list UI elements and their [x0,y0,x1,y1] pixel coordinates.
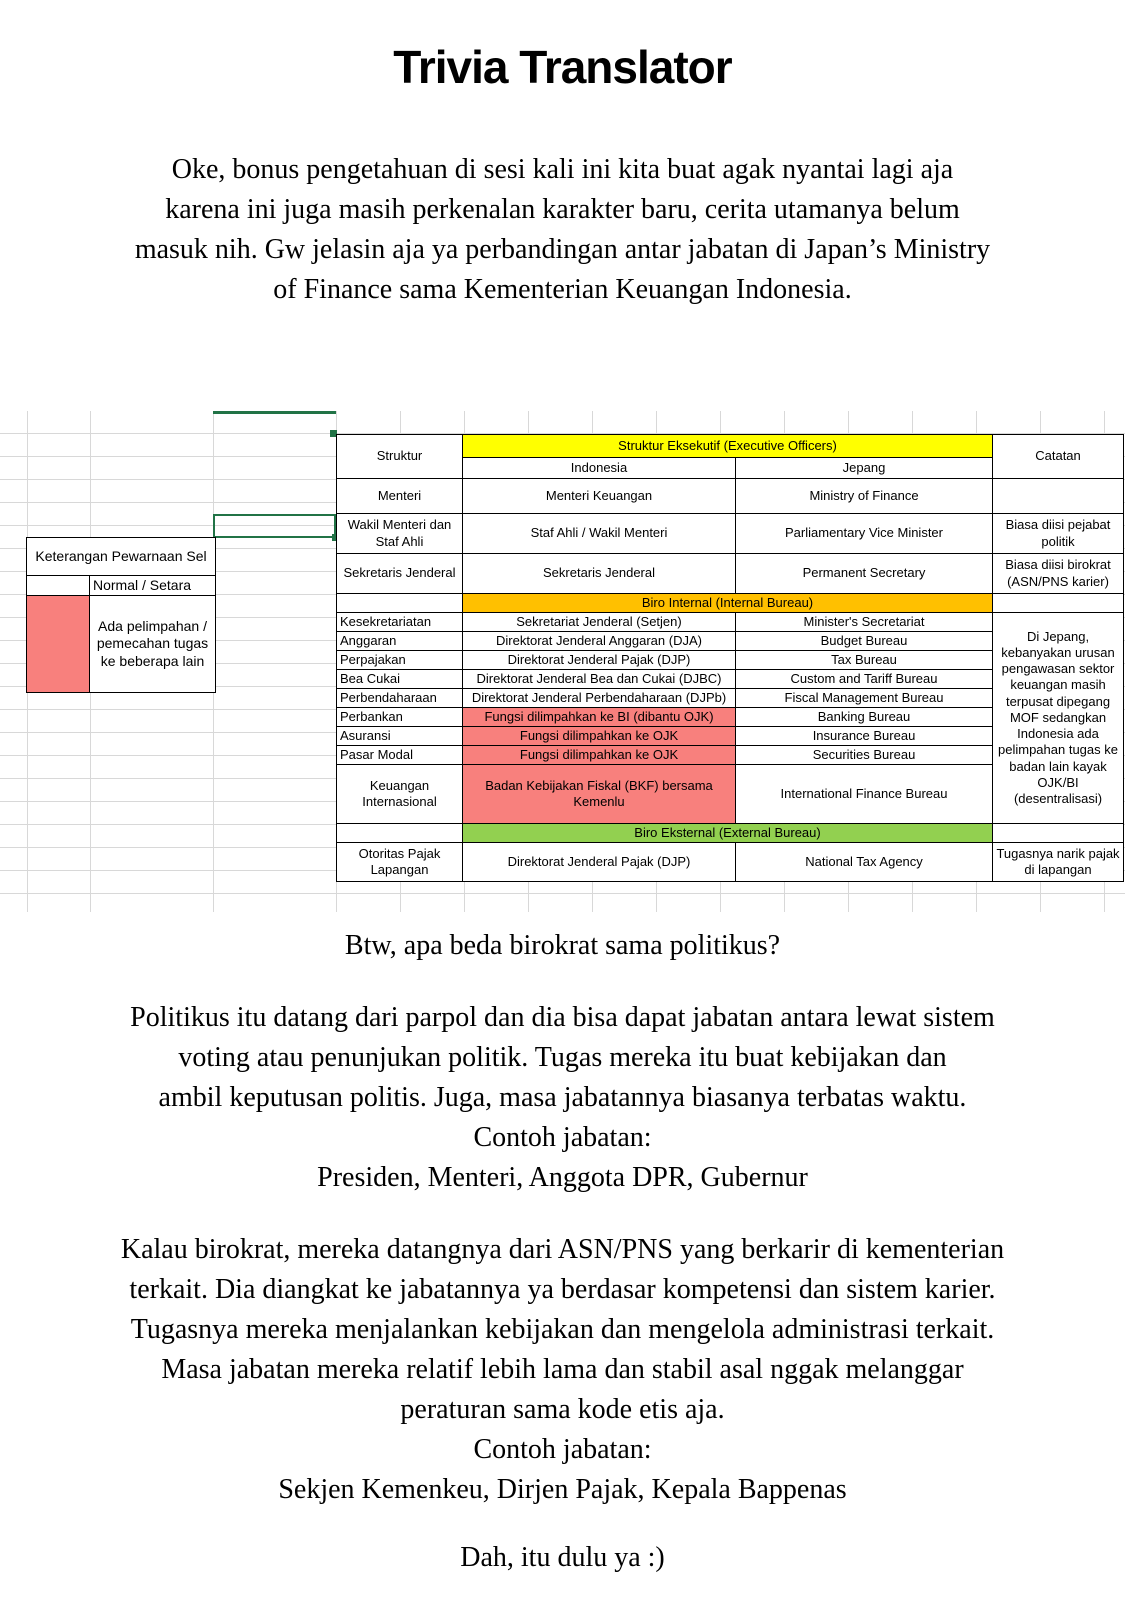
table-row [337,843,1124,882]
paragraph-line: Masa jabatan mereka relatif lebih lama dan stabil asal nggak melanggar [161,1354,964,1385]
page-title: Trivia Translator [393,41,732,93]
bureaucrat-paragraph [0,1230,1125,1510]
cell-indonesia: Direktorat Jenderal Pajak (DJP) [463,651,736,670]
header-jepang: Jepang [736,458,993,479]
section-external: Biro Eksternal (External Bureau) [463,824,993,843]
cell-catatan: Biasa diisi pejabat politik [993,514,1124,554]
table-header-row [337,435,1124,458]
table-row [337,613,1124,632]
cell-jepang: Parliamentary Vice Minister [736,514,993,554]
cell-struktur [337,824,463,843]
table-row [337,554,1124,594]
cell-jepang: International Finance Bureau [736,765,993,824]
paragraph-line: peraturan sama kode etis aja. [400,1394,725,1425]
cell-struktur: Perbendaharaan [337,689,463,708]
cell-catatan: Biasa diisi birokrat (ASN/PNS karier) [993,554,1124,594]
selection-top-border [213,411,336,414]
cell-struktur: Kesekretariatan [337,613,463,632]
cell-jepang: Securities Bureau [736,746,993,765]
cell-struktur: Bea Cukai [337,670,463,689]
cell-jepang: Fiscal Management Bureau [736,689,993,708]
table-row [337,514,1124,554]
legend-label-red: Ada pelimpahan / pemecahan tugas ke beberapa lain [90,596,216,693]
legend-swatch-normal [27,576,90,596]
paragraph-line: Kalau birokrat, mereka datangnya dari ASN/PNS yang berkarir di kementerian [120,1234,1005,1265]
politician-paragraph [0,998,1125,1198]
cell-jepang: Ministry of Finance [736,479,993,514]
cell-indonesia: Menteri Keuangan [463,479,736,514]
cell-jepang: National Tax Agency [736,843,993,882]
paragraph-line: voting atau penunjukan politik. Tugas mereka itu buat kebijakan dan [178,1042,947,1073]
legend-table [26,537,216,693]
cell-indonesia: Sekretariat Jenderal (Setjen) [463,613,736,632]
legend-row [27,576,216,596]
cell-indonesia: Fungsi dilimpahkan ke OJK [463,727,736,746]
cell-struktur: Keuangan Internasional [337,765,463,824]
cell-indonesia: Direktorat Jenderal Anggaran (DJA) [463,632,736,651]
paragraph-line: Presiden, Menteri, Anggota DPR, Gubernur [317,1162,808,1193]
intro-line: of Finance sama Kementerian Keuangan Indonesia. [273,274,852,305]
section-row-external [337,824,1124,843]
cell-struktur: Asuransi [337,727,463,746]
paragraph-line: Sekjen Kemenkeu, Dirjen Pajak, Kepala Bappenas [278,1474,847,1505]
cell-jepang: Minister's Secretariat [736,613,993,632]
cell-jepang: Budget Bureau [736,632,993,651]
cell-indonesia: Fungsi dilimpahkan ke BI (dibantu OJK) [463,708,736,727]
paragraph-line: Tugasnya mereka menjalankan kebijakan dan mengelola administrasi terkait. [130,1314,995,1345]
cell-jepang: Tax Bureau [736,651,993,670]
legend-title: Keterangan Pewarnaan Sel [27,538,216,576]
cell-struktur: Perpajakan [337,651,463,670]
cell-indonesia: Sekretaris Jenderal [463,554,736,594]
intro-line: Oke, bonus pengetahuan di sesi kali ini kita buat agak nyantai lagi aja [171,154,954,185]
header-group: Struktur Eksekutif (Executive Officers) [463,435,993,458]
paragraph-line: Contoh jabatan: [473,1434,652,1465]
cell-jepang: Banking Bureau [736,708,993,727]
header-catatan: Catatan [993,435,1124,479]
cell-catatan: Tugasnya narik pajak di lapangan [993,843,1124,882]
table-row [337,479,1124,514]
legend-label-normal: Normal / Setara [90,576,216,596]
cell-catatan-note: Di Jepang, kebanyakan urusan pengawasan sektor keuangan masih terpusat dipegang MOF sedangkan Indonesia ada pelimpahan tugas ke badan lain kayak OJK/BI (desentralisasi) [993,613,1124,824]
intro-paragraph [0,150,1125,310]
paragraph-line: terkait. Dia diangkat ke jabatannya ya berdasar kompetensi dan sistem karier. [129,1274,996,1305]
header-struktur: Struktur [337,435,463,479]
cell-indonesia: Staf Ahli / Wakil Menteri [463,514,736,554]
cell-struktur: Anggaran [337,632,463,651]
cell-indonesia: Direktorat Jenderal Perbendaharaan (DJPb) [463,689,736,708]
paragraph-line: ambil keputusan politis. Juga, masa jabatannya biasanya terbatas waktu. [158,1082,967,1113]
cell-struktur: Sekretaris Jenderal [337,554,463,594]
cell-struktur [337,594,463,613]
paragraph-line: Politikus itu datang dari parpol dan dia bisa dapat jabatan antara lewat sistem [130,1002,995,1033]
cell-catatan [993,824,1124,843]
cell-struktur: Menteri [337,479,463,514]
cell-catatan [993,594,1124,613]
cell-struktur: Pasar Modal [337,746,463,765]
legend-swatch-red [27,596,90,693]
cell-jepang: Permanent Secretary [736,554,993,594]
comparison-table [336,434,1124,882]
paragraph-line: Contoh jabatan: [473,1122,652,1153]
cell-jepang: Insurance Bureau [736,727,993,746]
legend-header-row [27,538,216,576]
cell-indonesia: Fungsi dilimpahkan ke OJK [463,746,736,765]
cell-struktur: Otoritas Pajak Lapangan [337,843,463,882]
cell-jepang: Custom and Tariff Bureau [736,670,993,689]
intro-line: karena ini juga masih perkenalan karakter baru, cerita utamanya belum [165,194,960,225]
section-row-internal [337,594,1124,613]
header-indonesia: Indonesia [463,458,736,479]
intro-line: masuk nih. Gw jelasin aja ya perbandingan antar jabatan di Japan’s Ministry [134,234,991,265]
cell-struktur: Perbankan [337,708,463,727]
selection-outline [213,514,336,538]
cell-indonesia: Direktorat Jenderal Pajak (DJP) [463,843,736,882]
section-internal: Biro Internal (Internal Bureau) [463,594,993,613]
cell-catatan [993,479,1124,514]
cell-struktur: Wakil Menteri dan Staf Ahli [337,514,463,554]
legend-row [27,596,216,693]
closing-line: Dah, itu dulu ya :) [460,1542,665,1573]
question-line: Btw, apa beda birokrat sama politikus? [344,930,781,961]
spreadsheet-screenshot [0,411,1125,912]
cell-indonesia: Badan Kebijakan Fiskal (BKF) bersama Kemenlu [463,765,736,824]
cell-indonesia: Direktorat Jenderal Bea dan Cukai (DJBC) [463,670,736,689]
